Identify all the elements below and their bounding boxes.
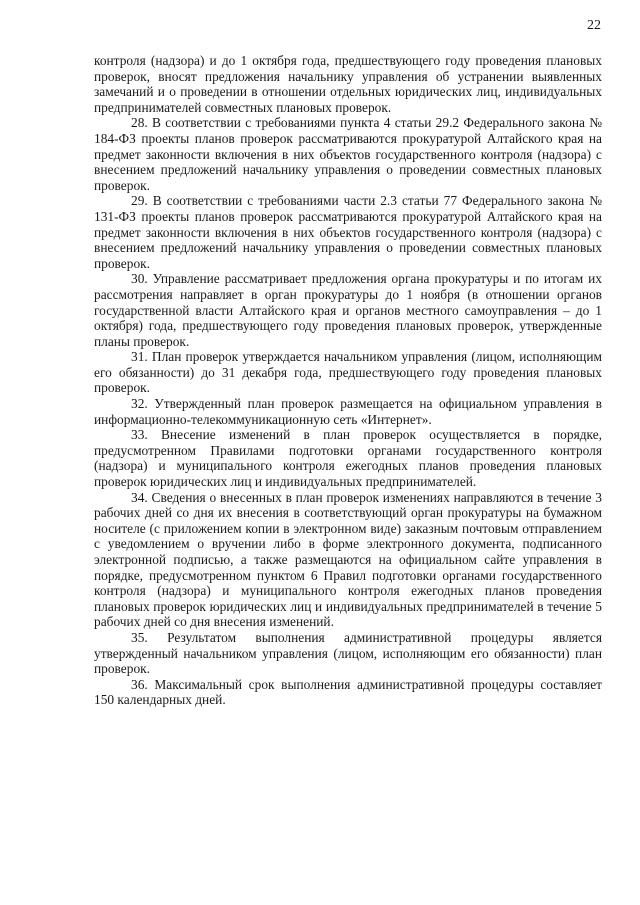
paragraph-33: 33. Внесение изменений в план проверок осуществляется в порядке, предусмотренном Правилами подготовки органами государственного контроля (надзора) и муниципального контроля ежегодных планов проведения плановых проверок юридических лиц и индивидуальных предпринимателей.	[94, 427, 602, 490]
paragraph-30: 30. Управление рассматривает предложения органа прокуратуры и по итогам их рассмотрения направляет в орган прокуратуры до 1 ноября (в отношении органов государственной власти Алтайского края и органов местного самоуправления – до 1 октября) года, предшествующего году проведения плановых проверок, утвержденные планы проверок.	[94, 271, 602, 349]
paragraph-31: 31. План проверок утверждается начальником управления (лицом, исполняющим его обязанности) до 31 декабря года, предшествующего году проведения плановых проверок.	[94, 349, 602, 396]
paragraph-36: 36. Максимальный срок выполнения административной процедуры составляет 150 календарных дней.	[94, 676, 602, 708]
document-body	[94, 53, 602, 708]
paragraph-continuation: контроля (надзора) и до 1 октября года, предшествующего году проведения плановых проверок, вносят предложения начальнику управления об устранении выявленных замечаний и о проведении в отношении отдельных юридических лиц, индивидуальных предпринимателей совместных плановых проверок.	[94, 53, 602, 115]
paragraph-35: 35. Результатом выполнения административной процедуры является утвержденный начальником управления (лицом, исполняющим его обязанности) план проверок.	[94, 629, 602, 677]
paragraph-28: 28. В соответствии с требованиями пункта 4 статьи 29.2 Федерального закона № 184-ФЗ проекты планов проверок рассматриваются прокуратурой Алтайского края на предмет законности включения в них объектов государственного контроля (надзора) с внесением предложений начальнику управления о проведении совместных плановых проверок.	[94, 115, 602, 193]
paragraph-32: 32. Утвержденный план проверок размещается на официальном управления в информационно-телекоммуникационную сеть «Интернет».	[94, 396, 602, 427]
paragraph-34: 34. Сведения о внесенных в план проверок изменениях направляются в течение 3 рабочих дней со дня их внесения в соответствующий орган прокуратуры на бумажном носителе (с приложением копии в электронном виде) заказным почтовым отправлением с уведомлением о вручении либо в форме электронного документа, подписанного электронной подписью, а также размещаются на официальном сайте управления в порядке, предусмотренном пунктом 6 Правил подготовки органами государственного контроля (надзора) и муниципального контроля ежегодных планов проведения плановых проверок юридических лиц и индивидуальных предпринимателей в течение 5 рабочих дней со дня внесения изменений.	[94, 489, 602, 630]
paragraph-29: 29. В соответствии с требованиями части 2.3 статьи 77 Федерального закона № 131-ФЗ проекты планов проверок рассматриваются прокуратурой Алтайского края на предмет законности включения в них объектов государственного контроля (надзора) с внесением предложений начальнику управления о проведении совместных плановых проверок.	[94, 193, 602, 271]
page-number: 22	[587, 18, 601, 33]
